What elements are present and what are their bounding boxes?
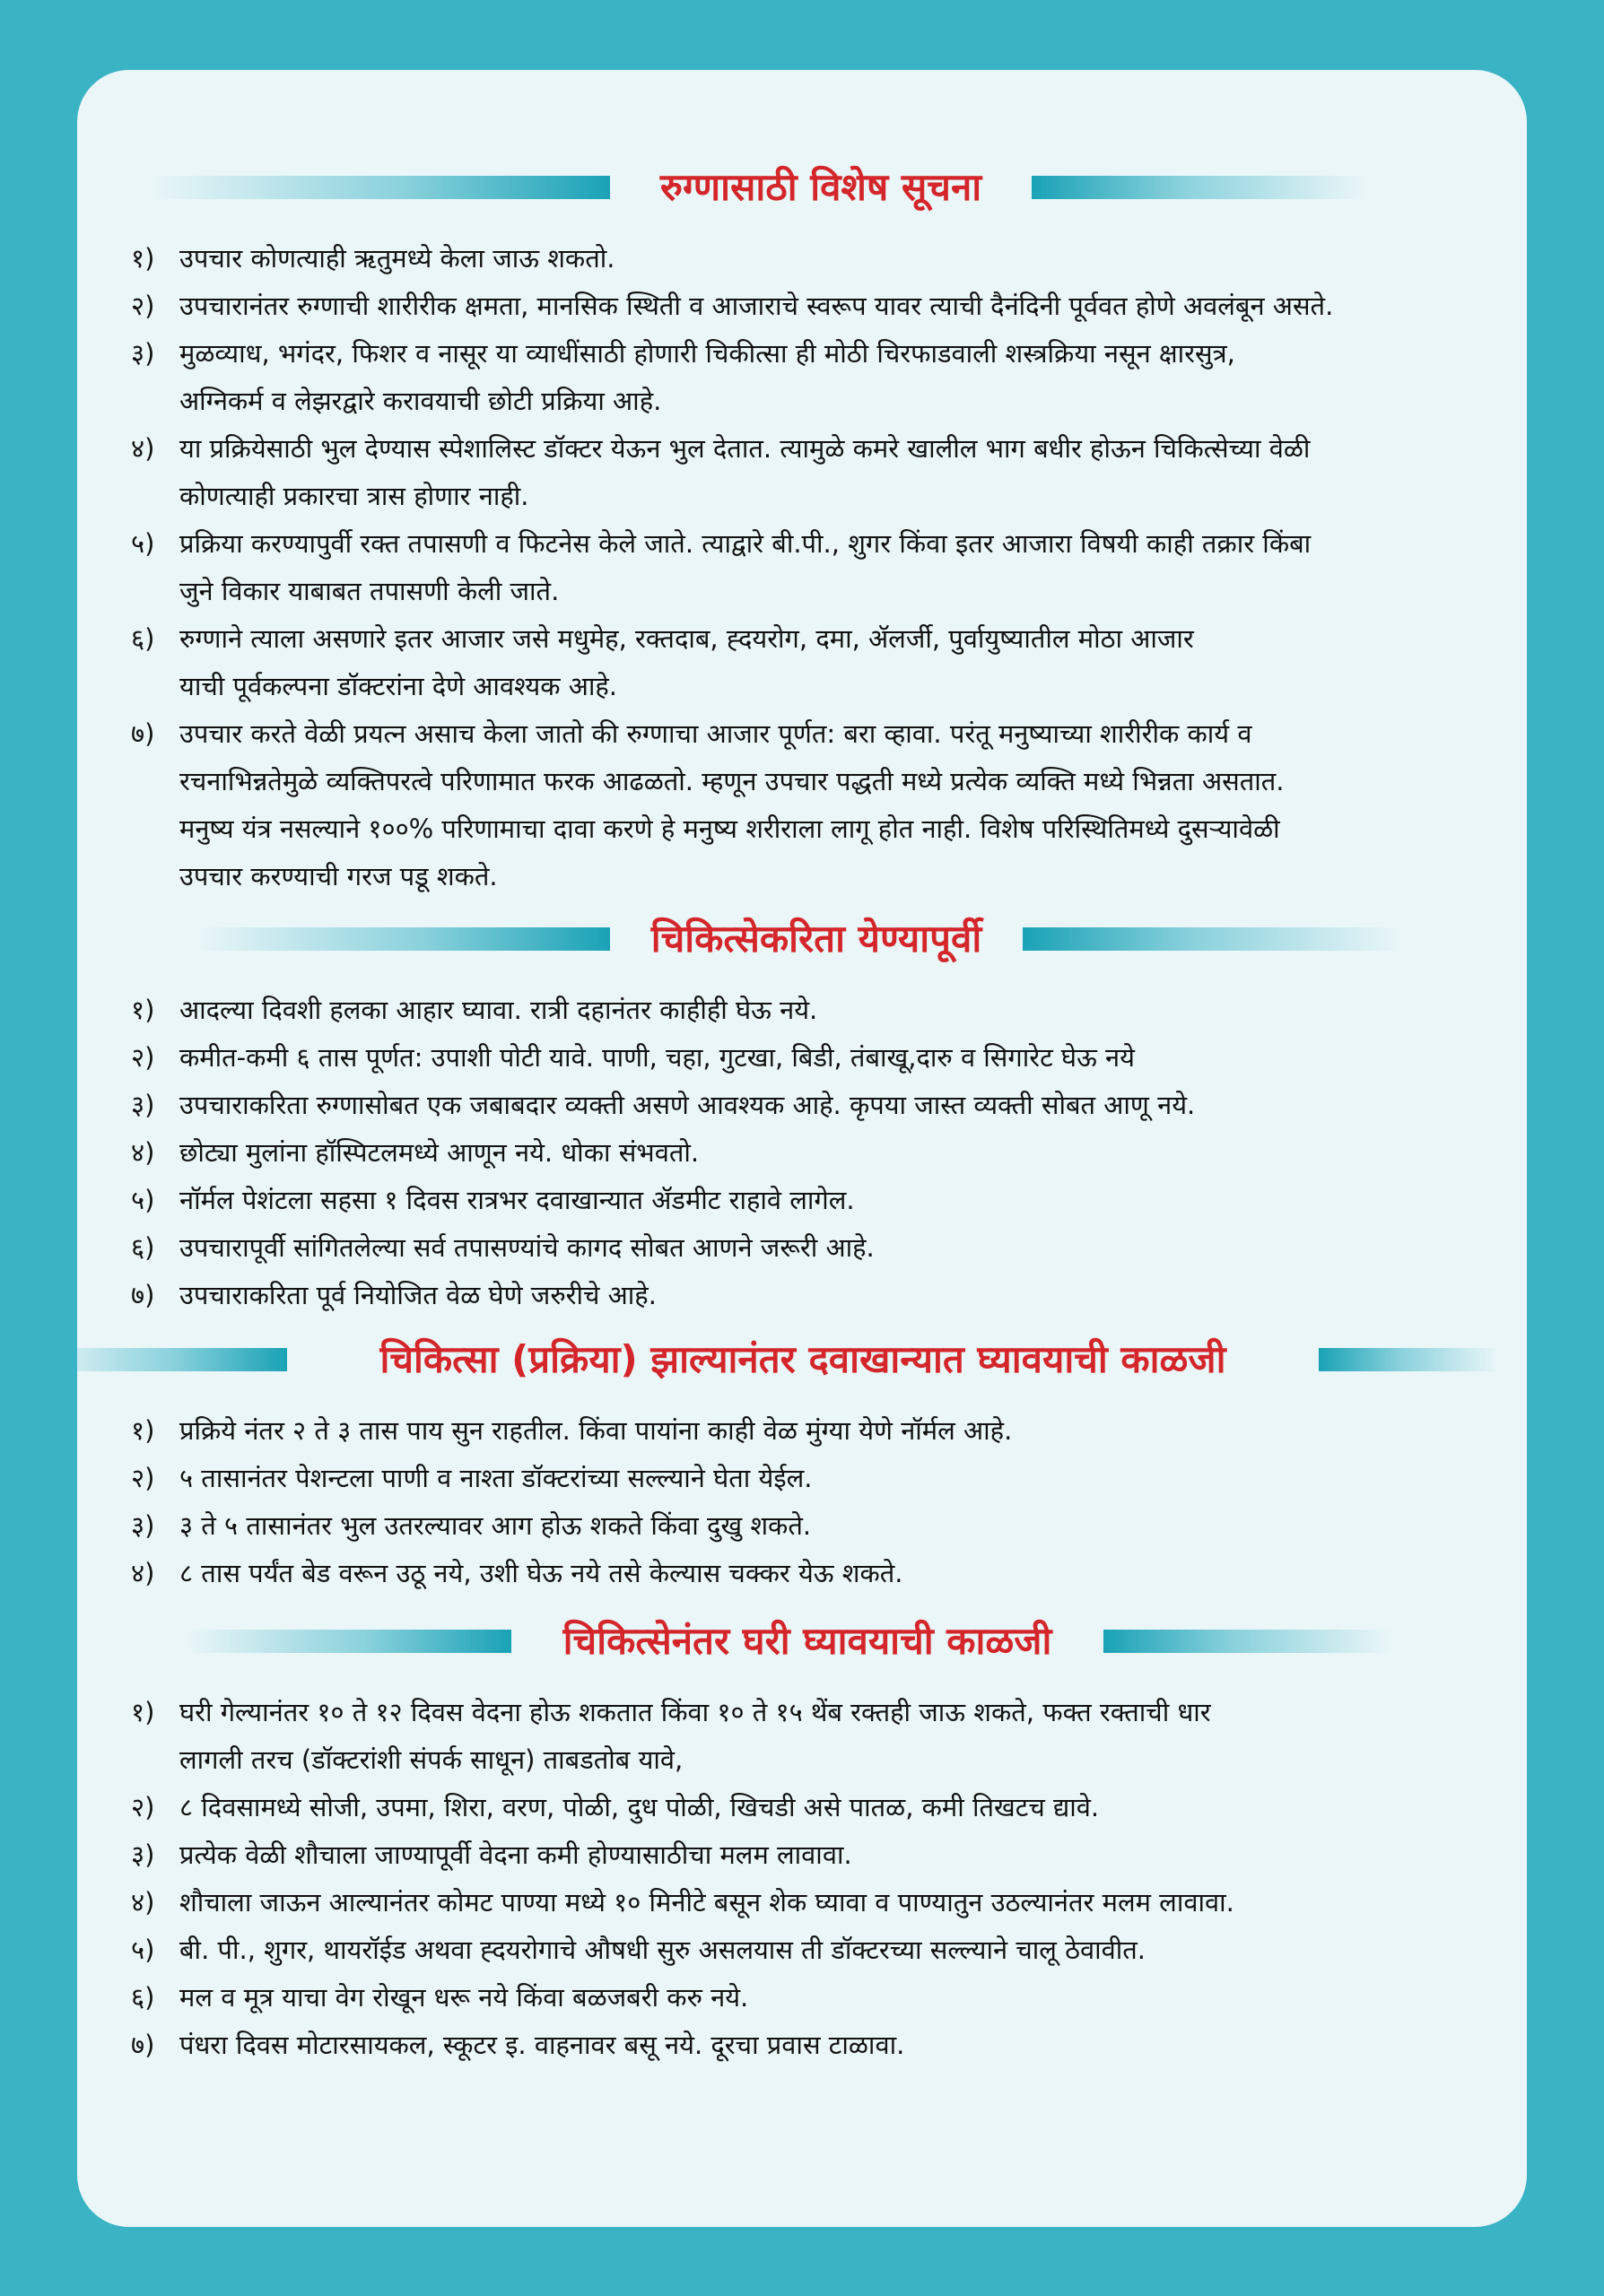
- heading-bar-right: [1032, 176, 1364, 199]
- item-number: ५): [131, 1185, 155, 1215]
- item-text-line: ८ तास पर्यंत बेड वरून उठू नये, उशी घेऊ नये तसे केल्यास चक्कर येऊ शकते.: [179, 1558, 903, 1588]
- heading-bar-right: [1103, 1630, 1390, 1653]
- item-number: ७): [131, 718, 155, 749]
- item-text-line: रचनाभिन्नतेमुळे व्यक्तिपरत्वे परिणामात फरक आढळतो. म्हणून उपचार पद्धती मध्ये प्रत्येक व्यक्ति मध्ये भिन्नता असतात.: [179, 766, 1285, 796]
- section-title: चिकित्सेकरिता येण्यापूर्वी: [650, 917, 982, 961]
- item-text: [179, 283, 1473, 330]
- item-number: १): [131, 1697, 155, 1727]
- item-number: ४): [131, 1137, 155, 1168]
- item-text: [179, 235, 1473, 283]
- item-text-line: पंधरा दिवस मोटारसायकल, स्कूटर इ. वाहनावर बसू नये. दूरचा प्रवास टाळावा.: [179, 2030, 905, 2060]
- item-text-line: रुग्णाने त्याला असणारे इतर आजार जसे मधुमेह, रक्तदाब, ह्दयरोग, दमा, ॲलर्जी, पुर्वायुष्यातील मोठा आजार: [179, 623, 1194, 654]
- item-text-line: जुने विकार याबाबत तपासणी केली जाते.: [179, 576, 560, 606]
- item-text: [179, 1407, 1473, 1455]
- item-number: २): [131, 1792, 155, 1822]
- item-text-line: आदल्या दिवशी हलका आहार घ्यावा. रात्री दहानंतर काहीही घेऊ नये.: [179, 995, 818, 1025]
- list-item: [131, 2022, 1473, 2069]
- item-text-line: याची पूर्वकल्पना डॉक्टरांना देणे आवश्यक आहे.: [179, 671, 617, 701]
- list-item: [131, 1407, 1473, 1455]
- heading-bar-left: [188, 1630, 511, 1653]
- section-heading-row: [131, 1610, 1473, 1673]
- item-number: ५): [131, 528, 155, 559]
- heading-bar-right: [1023, 927, 1399, 951]
- instructions-card: [77, 70, 1527, 2227]
- item-text-line: उपचार करण्याची गरज पडू शकते.: [179, 861, 498, 891]
- list-item: [131, 425, 1473, 520]
- item-text: [179, 1550, 1473, 1597]
- item-number: ६): [131, 1232, 155, 1263]
- instruction-list: [131, 1407, 1473, 1597]
- item-text: [179, 1082, 1473, 1129]
- list-item: [131, 1784, 1473, 1831]
- item-text-line: लागली तरच (डॉक्टरांशी संपर्क साधून) ताबडतोब यावे,: [179, 1744, 684, 1775]
- item-number: ५): [131, 1935, 155, 1965]
- item-number: १): [131, 243, 155, 274]
- list-item: [131, 1831, 1473, 1879]
- item-text: [179, 1129, 1473, 1177]
- instruction-list: [131, 235, 1473, 900]
- item-number: २): [131, 1042, 155, 1073]
- list-item: [131, 1974, 1473, 2022]
- list-item: [131, 520, 1473, 615]
- item-text-line: ३ ते ५ तासानंतर भुल उतरल्यावर आग होऊ शकते किंवा दुखु शकते.: [179, 1510, 812, 1541]
- heading-bar-left: [197, 927, 610, 951]
- item-number: ४): [131, 1887, 155, 1918]
- item-text: [179, 2022, 1473, 2069]
- list-item: [131, 283, 1473, 330]
- list-item: [131, 1926, 1473, 1974]
- item-number: ७): [131, 1280, 155, 1310]
- item-text: [179, 1926, 1473, 1974]
- section-2: [131, 908, 1473, 1319]
- item-number: २): [131, 291, 155, 321]
- list-item: [131, 1129, 1473, 1177]
- item-text-line: उपचारापूर्वी सांगितलेल्या सर्व तपासण्यांचे कागद सोबत आणने जरूरी आहे.: [179, 1232, 875, 1263]
- item-text-line: कमीत-कमी ६ तास पूर्णत: उपाशी पोटी यावे. पाणी, चहा, गुटखा, बिडी, तंबाखू,दारु व सिगारेट घेऊ नये: [179, 1042, 1135, 1073]
- item-text: [179, 1455, 1473, 1502]
- item-number: ६): [131, 1982, 155, 2013]
- item-text-line: छोट्या मुलांना हॉस्पिटलमध्ये आणून नये. धोका संभवतो.: [179, 1137, 700, 1168]
- item-text-line: कोणत्याही प्रकारचा त्रास होणार नाही.: [179, 481, 529, 511]
- item-number: ४): [131, 433, 155, 464]
- item-text: [179, 1502, 1473, 1550]
- item-number: ३): [131, 1510, 155, 1541]
- list-item: [131, 330, 1473, 425]
- section-1: [131, 156, 1473, 900]
- item-text-line: प्रक्रिये नंतर २ ते ३ तास पाय सुन राहतील. किंवा पायांना काही वेळ मुंग्या येणे नॉर्मल आहे.: [179, 1415, 1013, 1446]
- item-text-line: ५ तासानंतर पेशन्टला पाणी व नाश्ता डॉक्टरांच्या सल्ल्याने घेता येईल.: [179, 1463, 813, 1493]
- item-text-line: बी. पी., शुगर, थायरॉईड अथवा ह्दयरोगाचे औषधी सुरु असलयास ती डॉक्टरच्या सल्ल्याने चालू ठेवावीत.: [179, 1935, 1146, 1965]
- heading-bar-left: [36, 1348, 287, 1371]
- item-number: १): [131, 1415, 155, 1446]
- list-item: [131, 1502, 1473, 1550]
- item-text: [179, 710, 1473, 900]
- item-text: [179, 987, 1473, 1034]
- item-text: [179, 1831, 1473, 1879]
- item-text: [179, 1879, 1473, 1926]
- item-text: [179, 330, 1473, 425]
- section-heading-row: [131, 156, 1473, 219]
- item-text-line: उपचार करते वेळी प्रयत्न असाच केला जातो की रुग्णाचा आजार पूर्णत: बरा व्हावा. परंतू मनुष्याच्या शारीरीक कार्य व: [179, 718, 1252, 749]
- item-text-line: प्रक्रिया करण्यापुर्वी रक्त तपासणी व फिटनेस केले जाते. त्याद्वारे बी.पी., शुगर किंवा इतर आजारा विषयी काही तक्रार किंबा: [179, 528, 1312, 559]
- item-text-line: उपचार कोणत्याही ऋतुमध्ये केला जाऊ शकतो.: [179, 243, 615, 274]
- item-text: [179, 425, 1473, 520]
- list-item: [131, 615, 1473, 710]
- item-number: ३): [131, 1090, 155, 1120]
- section-title: चिकित्सा (प्रक्रिया) झाल्यानंतर दवाखान्यात घ्यावयाची काळजी: [379, 1337, 1226, 1381]
- section-4: [131, 1610, 1473, 2069]
- item-text: [179, 1034, 1473, 1082]
- section-3: [131, 1328, 1473, 1597]
- item-number: ४): [131, 1558, 155, 1588]
- section-heading-row: [131, 908, 1473, 970]
- list-item: [131, 235, 1473, 283]
- list-item: [131, 1689, 1473, 1784]
- list-item: [131, 1879, 1473, 1926]
- item-text-line: शौचाला जाऊन आल्यानंतर कोमट पाण्या मध्ये १० मिनीटे बसून शेक घ्यावा व पाण्यातुन उठल्यानंतर मलम लावावा.: [179, 1887, 1234, 1918]
- item-text-line: प्रत्येक वेळी शौचाला जाण्यापूर्वी वेदना कमी होण्यासाठीचा मलम लावावा.: [179, 1839, 852, 1870]
- item-text: [179, 1784, 1473, 1831]
- list-item: [131, 1177, 1473, 1224]
- item-text: [179, 1689, 1473, 1784]
- item-number: ३): [131, 338, 155, 369]
- item-text-line: अग्निकर्म व लेझरद्वारे करावयाची छोटी प्रक्रिया आहे.: [179, 386, 662, 416]
- item-text: [179, 1224, 1473, 1272]
- list-item: [131, 1224, 1473, 1272]
- item-number: २): [131, 1463, 155, 1493]
- item-text-line: उपचाराकरिता पूर्व नियोजित वेळ घेणे जरुरीचे आहे.: [179, 1280, 657, 1310]
- heading-bar-left: [153, 176, 610, 199]
- section-title: रुग्णासाठी विशेष सूचना: [659, 165, 982, 209]
- item-text-line: उपचारानंतर रुग्णाची शारीरीक क्षमता, मानसिक स्थिती व आजाराचे स्वरूप यावर त्याची दैनंदिनी पूर्ववत होणे अवलंबून असते.: [179, 291, 1334, 321]
- list-item: [131, 1550, 1473, 1597]
- item-text: [179, 615, 1473, 710]
- item-text-line: या प्रक्रियेसाठी भुल देण्यास स्पेशालिस्ट डॉक्टर येऊन भुल देतात. त्यामुळे कमरे खालील भाग बधीर होऊन चिकित्सेच्या वेळी: [179, 433, 1311, 464]
- list-item: [131, 1034, 1473, 1082]
- item-text-line: मुळव्याध, भगंदर, फिशर व नासूर या व्याधींसाठी होणारी चिकीत्सा ही मोठी चिरफाडवाली शस्त्रक्रिया नसून क्षारसुत्र,: [179, 338, 1235, 369]
- item-text-line: घरी गेल्यानंतर १० ते १२ दिवस वेदना होऊ शकतात किंवा १० ते १५ थेंब रक्तही जाऊ शकते, फक्त रक्ताची धार: [179, 1697, 1211, 1727]
- item-text: [179, 520, 1473, 615]
- section-heading-row: [131, 1328, 1473, 1391]
- item-number: १): [131, 995, 155, 1025]
- list-item: [131, 987, 1473, 1034]
- instruction-list: [131, 1689, 1473, 2069]
- item-text-line: मल व मूत्र याचा वेग रोखून धरू नये किंवा बळजबरी करु नये.: [179, 1982, 749, 2013]
- instruction-list: [131, 987, 1473, 1319]
- item-text: [179, 1177, 1473, 1224]
- list-item: [131, 710, 1473, 900]
- item-number: ७): [131, 2030, 155, 2060]
- item-text: [179, 1974, 1473, 2022]
- item-text-line: नॉर्मल पेशंटला सहसा १ दिवस रात्रभर दवाखान्यात ॲडमीट राहावे लागेल.: [179, 1185, 855, 1215]
- list-item: [131, 1272, 1473, 1319]
- item-text: [179, 1272, 1473, 1319]
- item-number: ६): [131, 623, 155, 654]
- section-title: चिकित्सेनंतर घरी घ्यावयाची काळजी: [562, 1619, 1052, 1663]
- list-item: [131, 1455, 1473, 1502]
- item-text-line: ८ दिवसामध्ये सोजी, उपमा, शिरा, वरण, पोळी, दुध पोळी, खिचडी असे पातळ, कमी तिखटच द्यावे.: [179, 1792, 1100, 1822]
- item-text-line: उपचाराकरिता रुग्णासोबत एक जबाबदार व्यक्ती असणे आवश्यक आहे. कृपया जास्त व्यक्ती सोबत आणू नये.: [179, 1090, 1196, 1120]
- item-number: ३): [131, 1839, 155, 1870]
- item-text-line: मनुष्य यंत्र नसल्याने १००% परिणामाचा दावा करणे हे मनुष्य शरीराला लागू होत नाही. विशेष परिस्थितिमध्ये दुसऱ्यावेळी: [179, 813, 1280, 844]
- list-item: [131, 1082, 1473, 1129]
- heading-bar-right: [1319, 1348, 1498, 1371]
